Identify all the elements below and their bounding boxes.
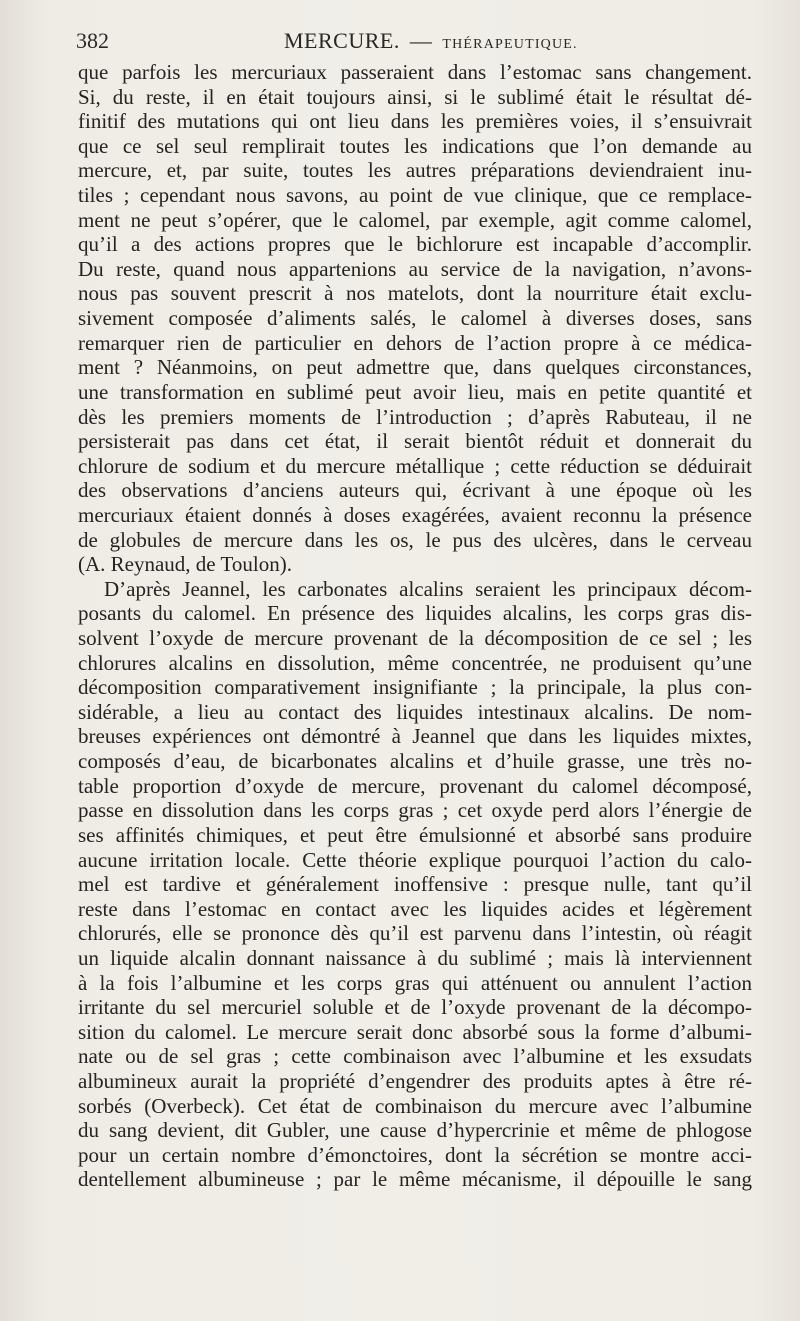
text-line: Si, du reste, il en était toujours ainsi, si le sublimé était le résultat dé-	[78, 84, 752, 109]
text-line: ment ? Néanmoins, on peut admettre que, dans quelques circonstances,	[78, 355, 752, 380]
text-line: mercure, et, par suite, toutes les autres préparations deviendraient inu-	[78, 158, 752, 183]
text-line: à la fois l’albumine et les corps gras qui atténuent ou annulent l’action	[78, 970, 752, 995]
text-line: chlorurés, elle se prononce dès qu’il est parvenu dans l’intestin, où réagit	[78, 921, 752, 946]
running-title	[284, 28, 578, 54]
text-line: pour un certain nombre d’émonctoires, dont la sécrétion se montre acci-	[78, 1142, 752, 1167]
body-text	[78, 60, 752, 1192]
title-separator: —	[409, 28, 433, 53]
text-line: solvent l’oxyde de mercure provenant de la décomposition de ce sel ; les	[78, 626, 752, 651]
text-line: albumineux aurait la propriété d’engendrer des produits aptes à être ré-	[78, 1068, 752, 1093]
text-line: reste dans l’estomac en contact avec les liquides acides et légèrement	[78, 896, 752, 921]
text-line: une transformation en sublimé peut avoir lieu, mais en petite quantité et	[78, 379, 752, 404]
text-line: mercuriaux étaient donnés à doses exagérées, avaient reconnu la présence	[78, 502, 752, 527]
text-line: D’après Jeannel, les carbonates alcalins seraient les principaux décom-	[104, 576, 752, 601]
text-line: sivement composée d’aliments salés, le calomel à diverses doses, sans	[78, 306, 752, 331]
text-line: des observations d’anciens auteurs qui, écrivant à une époque où les	[78, 478, 752, 503]
text-line: passe en dissolution dans les corps gras ; cet oxyde perd alors l’énergie de	[78, 798, 752, 823]
text-line: posants du calomel. En présence des liquides alcalins, les corps gras dis-	[78, 601, 752, 626]
section-title: THÉRAPEUTIQUE.	[442, 37, 578, 52]
text-line: Du reste, quand nous appartenions au service de la navigation, n’avons-	[78, 256, 752, 281]
chapter-title: MERCURE.	[284, 28, 400, 53]
text-line: tiles ; cependant nous savons, au point de vue clinique, que ce remplace-	[78, 183, 752, 208]
text-line: sidérable, a lieu au contact des liquides intestinaux alcalins. De nom-	[78, 699, 752, 724]
text-line: nous pas souvent prescrit à nos matelots, dont la nourriture était exclu-	[78, 281, 752, 306]
text-line: dès les premiers moments de l’introduction ; d’après Rabuteau, il ne	[78, 404, 752, 429]
text-line: sition du calomel. Le mercure serait donc absorbé sous la forme d’albumi-	[78, 1019, 752, 1044]
text-line: table proportion d’oxyde de mercure, provenant du calomel décomposé,	[78, 773, 752, 798]
text-line: irritante du sel mercuriel soluble et de l’oxyde provenant de la décompo-	[78, 995, 752, 1020]
text-line: de globules de mercure dans les os, le pus des ulcères, dans le cerveau	[78, 527, 752, 552]
text-line: (A. Reynaud, de Toulon).	[78, 552, 292, 577]
text-line: qu’il a des actions propres que le bichlorure est incapable d’accomplir.	[78, 232, 752, 257]
text-line: dentellement albumineuse ; par le même mécanisme, il dépouille le sang	[78, 1167, 752, 1192]
text-line: persisterait pas dans cet état, il serait bientôt réduit et donnerait du	[78, 429, 752, 454]
running-header	[76, 28, 756, 58]
text-line: composés d’eau, de bicarbonates alcalins et d’huile grasse, une très no-	[78, 749, 752, 774]
text-line: mel est tardive et généralement inoffensive : presque nulle, tant qu’il	[78, 872, 752, 897]
page-number: 382	[76, 28, 109, 53]
text-line: ses affinités chimiques, et peut être émulsionné et absorbé sans produire	[78, 822, 752, 847]
text-line: chlorure de sodium et du mercure métallique ; cette réduction se déduirait	[78, 453, 752, 478]
text-line: finitif des mutations qui ont lieu dans les premières voies, il s’ensuivrait	[78, 109, 752, 134]
text-line: que parfois les mercuriaux passeraient dans l’estomac sans changement.	[78, 60, 752, 84]
text-line: décomposition comparativement insignifiante ; la principale, la plus con-	[78, 675, 752, 700]
text-line: que ce sel seul remplirait toutes les indications que l’on demande au	[78, 133, 752, 158]
text-line: ment ne peut s’opérer, que le calomel, par exemple, agit comme calomel,	[78, 207, 752, 232]
text-line: aucune irritation locale. Cette théorie explique pourquoi l’action du calo-	[78, 847, 752, 872]
text-line: du sang devient, dit Gubler, une cause d’hypercrinie et même de phlogose	[78, 1118, 752, 1143]
text-line: chlorures alcalins en dissolution, même concentrée, ne produisent qu’une	[78, 650, 752, 675]
text-line: sorbés (Overbeck). Cet état de combinaison du mercure avec l’albumine	[78, 1093, 752, 1118]
text-line: remarquer rien de particulier en dehors de l’action propre à ce médica-	[78, 330, 752, 355]
text-line: breuses expériences ont démontré à Jeannel que dans les liquides mixtes,	[78, 724, 752, 749]
text-line: nate ou de sel gras ; cette combinaison avec l’albumine et les exsudats	[78, 1044, 752, 1069]
text-line: un liquide alcalin donnant naissance à du sublimé ; mais là interviennent	[78, 945, 752, 970]
